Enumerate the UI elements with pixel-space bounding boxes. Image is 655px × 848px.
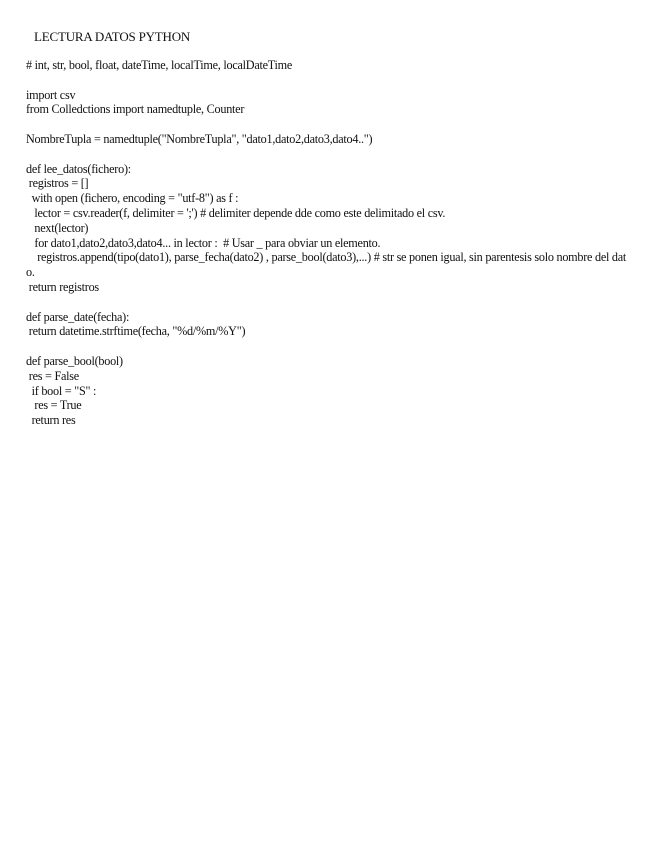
code-line: def lee_datos(fichero):	[26, 161, 131, 176]
code-line: return res	[26, 413, 76, 428]
code-text-block	[26, 58, 632, 428]
document-title: LECTURA DATOS PYTHON	[34, 29, 191, 44]
code-line	[26, 147, 632, 162]
code-line: return datetime.strftime(fecha, "%d/%m/%Y")	[26, 324, 246, 339]
code-line: def parse_date(fecha):	[26, 309, 130, 324]
code-line: with open (fichero, encoding = "utf-8") as f :	[26, 191, 239, 206]
code-line	[26, 339, 632, 354]
code-line	[26, 73, 632, 88]
code-line: from Colledctions import namedtuple, Counter	[26, 102, 245, 117]
code-line: res = True	[26, 398, 82, 413]
code-line: def parse_bool(bool)	[26, 353, 123, 368]
code-line	[26, 117, 632, 132]
code-line: return registros	[26, 279, 99, 294]
code-line: if bool = "S" :	[26, 383, 97, 398]
code-line	[26, 295, 632, 310]
code-line: import csv	[26, 87, 76, 102]
code-line: registros = []	[26, 176, 89, 191]
code-line: # int, str, bool, float, dateTime, localTime, localDateTime	[26, 58, 293, 72]
code-line: lector = csv.reader(f, delimiter = ';') # delimiter depende dde como este delimitado el csv.	[26, 205, 446, 220]
code-line: for dato1,dato2,dato3,dato4... in lector : # Usar _ para obviar un elemento.	[26, 235, 381, 250]
code-line: next(lector)	[26, 220, 89, 235]
code-line: NombreTupla = namedtuple("NombreTupla", "dato1,dato2,dato3,dato4..")	[26, 131, 373, 146]
code-line: res = False	[26, 368, 79, 383]
code-line: registros.append(tipo(dato1), parse_fecha(dato2) , parse_bool(dato3),...) # str se ponen igual, sin parentesis solo nombre del dato.	[26, 250, 627, 280]
